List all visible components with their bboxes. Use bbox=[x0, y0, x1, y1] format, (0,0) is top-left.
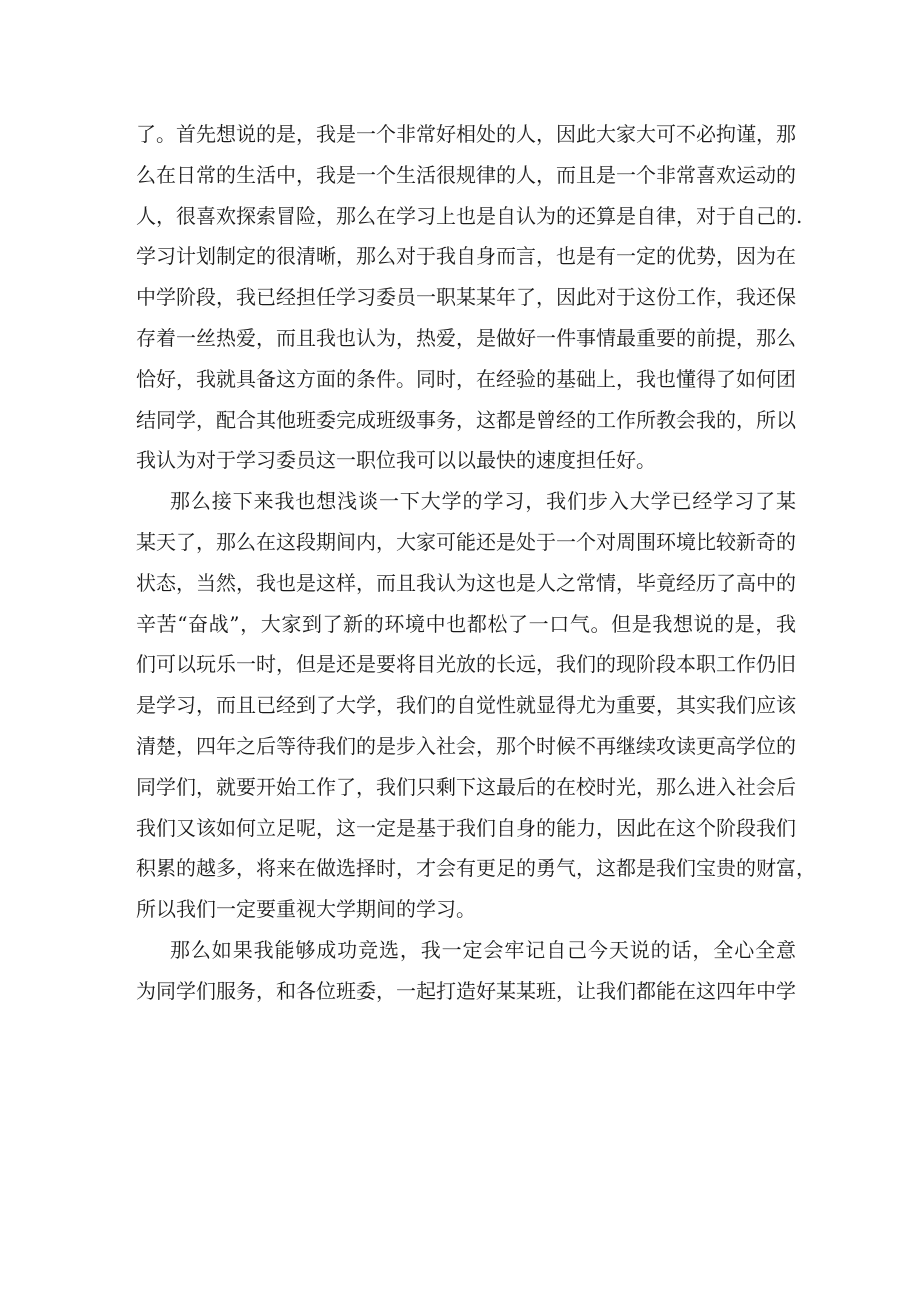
text-line: 某天了，那么在这段期间内，大家可能还是处于一个对周围环境比较新奇的 bbox=[136, 529, 796, 554]
text-line: 存着一丝热爱，而且我也认为，热爱，是做好一件事情最重要的前提，那么 bbox=[136, 325, 796, 350]
text-line: 清楚，四年之后等待我们的是步入社会，那个时候不再继续攻读更高学位的 bbox=[136, 733, 796, 758]
document-body bbox=[136, 114, 816, 1012]
text-line: 是学习，而且已经到了大学，我们的自觉性就显得尤为重要，其实我们应该 bbox=[136, 693, 796, 718]
text-line: 同学们，就要开始工作了，我们只剩下这最后的在校时光，那么进入社会后 bbox=[136, 774, 796, 799]
text-line: 状态，当然，我也是这样，而且我认为这也是人之常情，毕竟经历了高中的 bbox=[136, 570, 796, 595]
text-line: 那么如果我能够成功竞选，我一定会牢记自己今天说的话，全心全意 bbox=[170, 937, 796, 962]
text-line: 学习计划制定的很清晰，那么对于我自身而言，也是有一定的优势，因为在 bbox=[136, 244, 796, 269]
text-line: 所以我们一定要重视大学期间的学习。 bbox=[136, 897, 476, 922]
text-line: 为同学们服务，和各位班委，一起打造好某某班，让我们都能在这四年中学 bbox=[136, 978, 796, 1003]
text-line: 人，很喜欢探索冒险，那么在学习上也是自认为的还算是自律，对于自己的. bbox=[136, 203, 803, 228]
text-line: 了。首先想说的是，我是一个非常好相处的人，因此大家大可不必拘谨，那 bbox=[136, 122, 796, 146]
text-line: 结同学，配合其他班委完成班级事务，这都是曾经的工作所教会我的，所以 bbox=[136, 407, 796, 432]
text-line: 恰好，我就具备这方面的条件。同时，在经验的基础上，我也懂得了如何团 bbox=[136, 366, 796, 391]
text-line: 辛苦“奋战”，大家到了新的环境中也都松了一口气。但是我想说的是，我 bbox=[136, 611, 796, 636]
text-line: 我们又该如何立足呢，这一定是基于我们自身的能力，因此在这个阶段我们 bbox=[136, 815, 796, 840]
text-line: 中学阶段，我已经担任学习委员一职某某年了，因此对于这份工作，我还保 bbox=[136, 285, 796, 310]
text-line: 那么接下来我也想浅谈一下大学的学习，我们步入大学已经学习了某 bbox=[170, 489, 796, 514]
text-line: 我认为对于学习委员这一职位我可以以最快的速度担任好。 bbox=[136, 448, 656, 473]
text-line: 们可以玩乐一时，但是还是要将目光放的长远，我们的现阶段本职工作仍旧 bbox=[136, 652, 796, 677]
text-line: 积累的越多，将来在做选择时，才会有更足的勇气，这都是我们宝贵的财富， bbox=[136, 856, 816, 881]
text-line: 么在日常的生活中，我是一个生活很规律的人，而且是一个非常喜欢运动的 bbox=[136, 162, 796, 187]
